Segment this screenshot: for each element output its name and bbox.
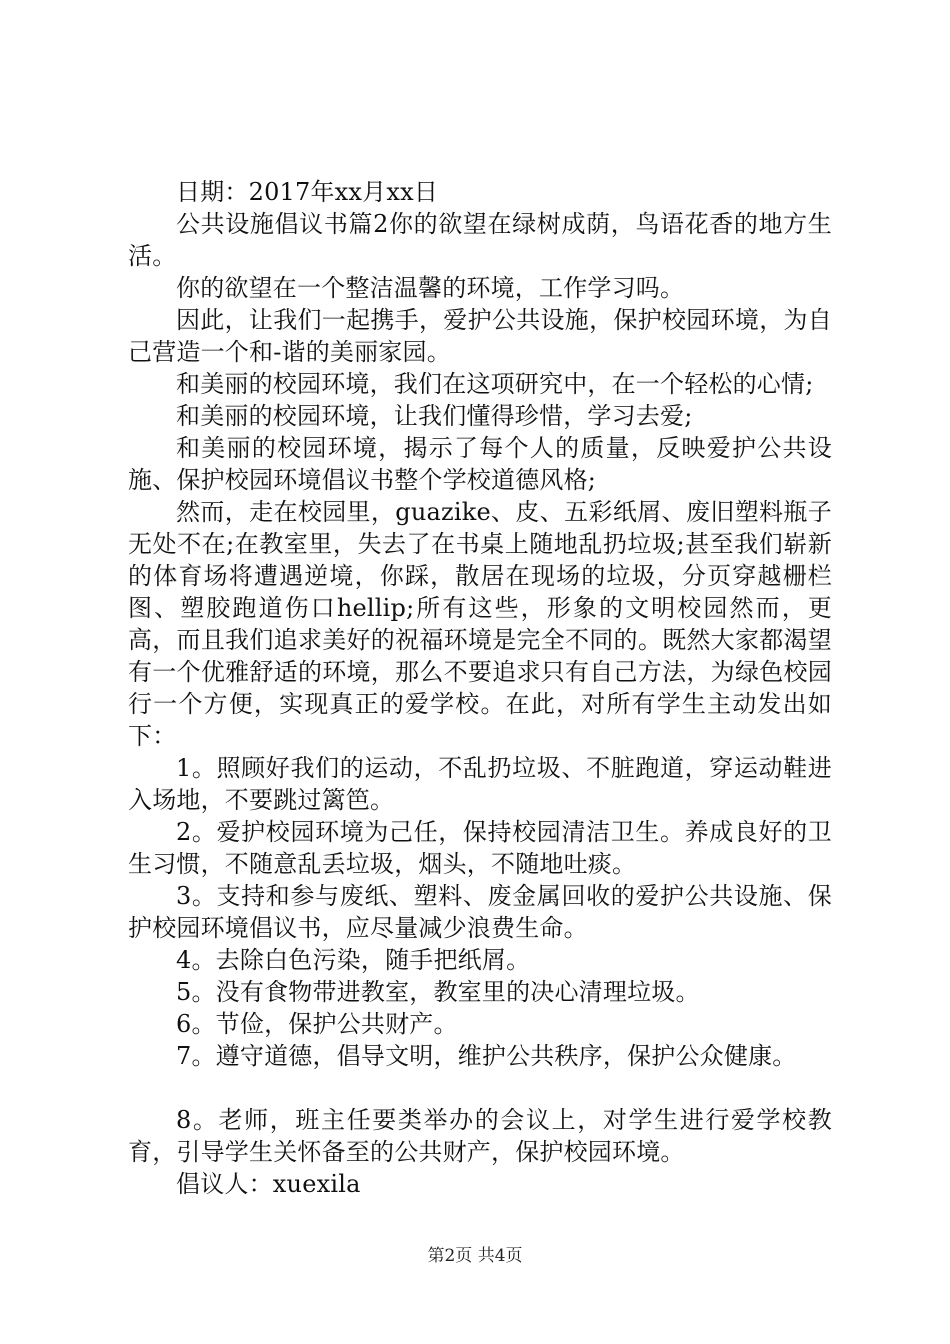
list-item: 1。照顾好我们的运动，不乱扔垃圾、不脏跑道，穿运动鞋进入场地，不要跳过篱笆。: [128, 754, 832, 814]
list-item: 5。没有食物带进教室，教室里的决心清理垃圾。: [176, 978, 700, 1006]
list-item: 4。去除白色污染，随手把纸屑。: [176, 946, 531, 974]
paragraph: 和美丽的校园环境，揭示了每个人的质量，反映爱护公共设施、保护校园环境倡议书整个学校道德风格;: [128, 434, 832, 494]
document-body: [128, 176, 832, 1200]
list-item: 2。爱护校园环境为己任，保持校园清洁卫生。养成良好的卫生习惯，不随意乱丢垃圾，烟头，不随地吐痰。: [128, 818, 832, 878]
paragraph: 和美丽的校园环境，让我们懂得珍惜，学习去爱;: [176, 402, 693, 430]
list-item: 6。节俭，保护公共财产。: [176, 1010, 458, 1038]
list-item: 3。支持和参与废纸、塑料、废金属回收的爱护公共设施、保护校园环境倡议书，应尽量减少浪费生命。: [128, 882, 832, 942]
paragraph-title-intro: 公共设施倡议书篇2你的欲望在绿树成荫，鸟语花香的地方生活。: [128, 210, 832, 270]
paragraph: 你的欲望在一个整洁温馨的环境，工作学习吗。: [176, 274, 685, 302]
paragraph: 然而，走在校园里，guazike、皮、五彩纸屑、废旧塑料瓶子无处不在;在教室里，失去了在书桌上随地乱扔垃圾;甚至我们崭新的体育场将遭遇逆境，你踩，散居在现场的垃圾，分页穿越栅栏图、塑胶跑道伤口hellip;所有这些，形象的文明校园然而，更高，而且我们追求美好的祝福环境是完全不同的。既然大家都渴望有一个优雅舒适的环境，那么不要追求只有自己方法，为绿色校园行一个方便，实现真正的爱学校。在此，对所有学生主动发出如下：: [128, 498, 832, 750]
signature-line: 倡议人：xuexila: [176, 1170, 361, 1198]
list-item: 7。遵守道德，倡导文明，维护公共秩序，保护公众健康。: [176, 1042, 797, 1070]
page-number-footer: 第2页 共4页: [427, 1246, 523, 1266]
date-line: 日期：2017年xx月xx日: [176, 178, 439, 206]
paragraph: 和美丽的校园环境，我们在这项研究中，在一个轻松的心情;: [176, 370, 814, 398]
paragraph: 因此，让我们一起携手，爱护公共设施，保护校园环境，为自己营造一个和-谐的美丽家园。: [128, 306, 832, 366]
list-item: 8。老师，班主任要类举办的会议上，对学生进行爱学校教育，引导学生关怀备至的公共财产，保护校园环境。: [128, 1106, 832, 1166]
